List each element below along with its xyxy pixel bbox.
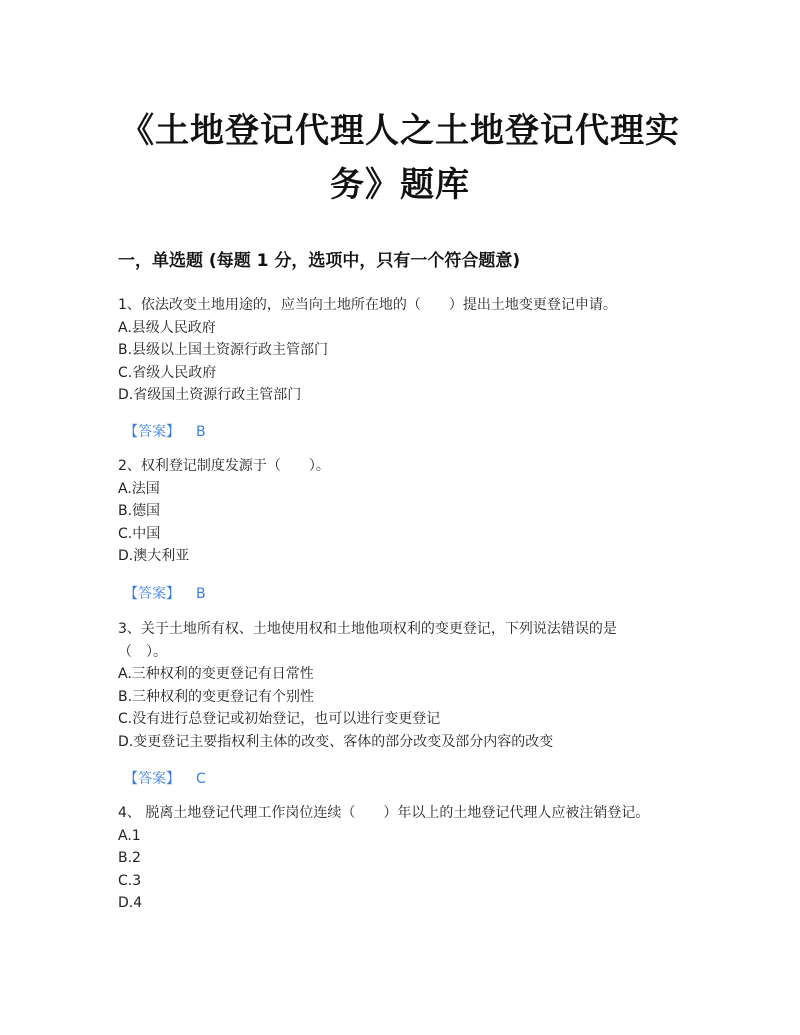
option-b: B.德国 (118, 503, 161, 519)
option-d: D.变更登记主要指权利主体的改变、客体的部分改变及部分内容的改变 (118, 733, 554, 750)
question-stem: 4、 脱离土地登记代理工作岗位连续（ ）年以上的土地登记代理人应被注销登记。 (118, 805, 650, 821)
option-a: A.1 (118, 827, 141, 844)
answer-label: 【答案】 (124, 586, 180, 602)
answer-value: C (196, 771, 206, 787)
answer-2 (124, 583, 206, 603)
question-4 (118, 802, 698, 915)
option-d: D.4 (118, 895, 143, 911)
answer-value: B (196, 424, 206, 440)
answer-value: B (196, 586, 206, 602)
question-stem: 2、权利登记制度发源于（ ）。 (118, 458, 330, 474)
question-stem: 3、关于土地所有权、土地使用权和土地他项权利的变更登记，下列说法错误的是（ ）。 (118, 621, 617, 660)
question-stem: 1、依法改变土地用途的，应当向土地所在地的（ ）提出土地变更登记申请。 (118, 297, 617, 313)
answer-1 (124, 421, 206, 441)
answer-3 (124, 768, 206, 788)
option-b: B.2 (118, 850, 141, 866)
question-1 (118, 294, 678, 407)
option-a: A.三种权利的变更登记有日常性 (118, 666, 314, 682)
option-d: D.省级国土资源行政主管部门 (118, 387, 302, 403)
option-c: C.没有进行总登记或初始登记，也可以进行变更登记 (118, 711, 441, 727)
question-2 (118, 455, 678, 568)
option-c: C.3 (118, 872, 142, 889)
option-b: B.县级以上国土资源行政主管部门 (118, 342, 329, 358)
option-a: A.法国 (118, 480, 160, 497)
section-heading: 一，单选题 (每题 1 分，选项中，只有一个符合题意) (118, 251, 521, 271)
answer-label: 【答案】 (124, 424, 180, 440)
option-b: B.三种权利的变更登记有个别性 (118, 688, 315, 705)
document-title: 《土地登记代理人之土地登记代理实务》题库 (120, 111, 680, 205)
answer-label: 【答案】 (124, 771, 180, 787)
option-c: C.中国 (118, 525, 161, 542)
option-a: A.县级人民政府 (118, 319, 216, 336)
question-3 (118, 618, 658, 753)
option-c: C.省级人民政府 (118, 364, 217, 381)
option-d: D.澳大利亚 (118, 548, 190, 564)
